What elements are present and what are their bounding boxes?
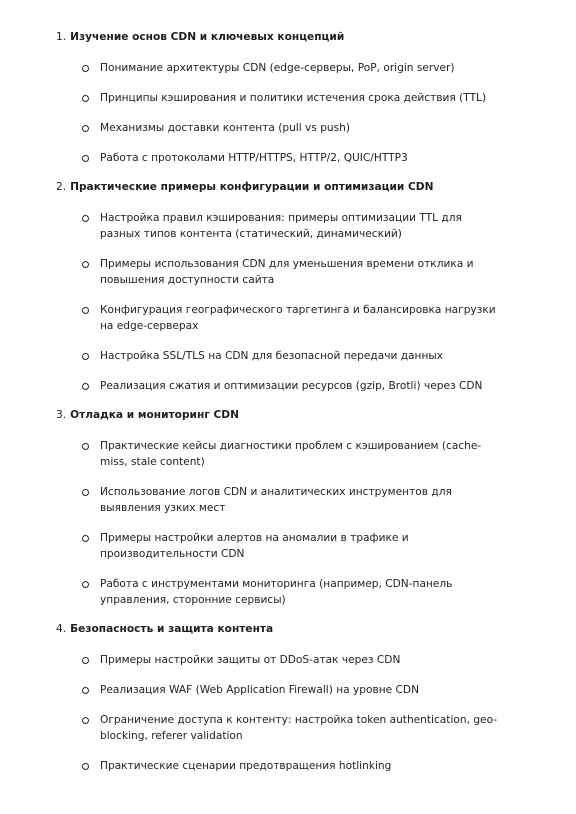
list-item-text: Понимание архитектуры CDN (edge-серверы, PoP, origin server) [100, 62, 455, 74]
bullet-circle-icon [82, 687, 89, 694]
section-heading [56, 408, 546, 422]
list-item-text: Механизмы доставки контента (pull vs push) [100, 122, 351, 134]
section-title: Безопасность и защита контента [70, 623, 274, 635]
list-item-text: Принципы кэширования и политики истечения срока действия (TTL) [100, 92, 487, 104]
bullet-circle-icon [82, 261, 89, 268]
bullet-circle-icon [82, 581, 89, 588]
list-item [82, 530, 546, 562]
bullet-circle-icon [82, 717, 89, 724]
section-4 [56, 622, 546, 774]
list-item-text: Работа с протоколами HTTP/HTTPS, HTTP/2, QUIC/HTTP3 [100, 152, 408, 164]
section-items [56, 210, 546, 394]
section-title: Отладка и мониторинг CDN [70, 409, 239, 421]
section-items [56, 438, 546, 608]
section-number: 3. [56, 409, 67, 421]
section-items [56, 60, 546, 166]
list-item [82, 302, 546, 334]
bullet-circle-icon [82, 353, 89, 360]
list-item [82, 484, 546, 516]
list-item [82, 682, 546, 698]
list-item [82, 256, 546, 288]
list-item-text: Примеры настройки алертов на аномалии в трафике и производительности CDN [100, 532, 409, 560]
section-heading [56, 180, 546, 194]
list-item [82, 60, 546, 76]
section-title: Изучение основ CDN и ключевых концепций [70, 31, 345, 43]
bullet-circle-icon [82, 95, 89, 102]
list-item [82, 210, 546, 242]
section-3 [56, 408, 546, 608]
list-item-text: Примеры настройки защиты от DDoS-атак через CDN [100, 654, 401, 666]
section-heading [56, 30, 546, 44]
list-item-text: Настройка SSL/TLS на CDN для безопасной передачи данных [100, 350, 444, 362]
bullet-circle-icon [82, 155, 89, 162]
list-item [82, 348, 546, 364]
bullet-circle-icon [82, 657, 89, 664]
list-item [82, 120, 546, 136]
bullet-circle-icon [82, 443, 89, 450]
section-title: Практические примеры конфигурации и оптимизации CDN [70, 181, 434, 193]
list-item-text: Использование логов CDN и аналитических инструментов для выявления узких мест [100, 486, 452, 514]
bullet-circle-icon [82, 125, 89, 132]
list-item-text: Практические кейсы диагностики проблем с кэшированием (cache-miss, stale content) [100, 440, 482, 468]
list-item-text: Практические сценарии предотвращения hotlinking [100, 760, 392, 772]
list-item-text: Настройка правил кэширования: примеры оптимизации TTL для разных типов контента (статический, динамический) [100, 212, 462, 240]
bullet-circle-icon [82, 307, 89, 314]
bullet-circle-icon [82, 215, 89, 222]
list-item-text: Ограничение доступа к контенту: настройка token authentication, geo-blocking, referer validation [100, 714, 498, 742]
section-items [56, 652, 546, 774]
list-item-text: Конфигурация географического таргетинга и балансировка нагрузки на edge-серверах [100, 304, 496, 332]
section-heading [56, 622, 546, 636]
list-item [82, 576, 546, 608]
list-item-text: Реализация WAF (Web Application Firewall) на уровне CDN [100, 684, 420, 696]
section-2 [56, 180, 546, 394]
bullet-circle-icon [82, 65, 89, 72]
bullet-circle-icon [82, 535, 89, 542]
list-item-text: Реализация сжатия и оптимизации ресурсов (gzip, Brotli) через CDN [100, 380, 483, 392]
list-item-text: Примеры использования CDN для уменьшения времени отклика и повышения доступности сайта [100, 258, 474, 286]
list-item-text: Работа с инструментами мониторинга (например, CDN-панель управления, сторонние сервисы) [100, 578, 453, 606]
bullet-circle-icon [82, 383, 89, 390]
bullet-circle-icon [82, 763, 89, 770]
section-1 [56, 30, 546, 166]
section-number: 4. [56, 623, 67, 635]
bullet-circle-icon [82, 489, 89, 496]
list-item [82, 438, 546, 470]
list-item [82, 652, 546, 668]
list-item [82, 758, 546, 774]
list-item [82, 712, 546, 744]
section-number: 1. [56, 31, 67, 43]
list-item [82, 150, 546, 166]
list-item [82, 90, 546, 106]
list-item [82, 378, 546, 394]
section-number: 2. [56, 181, 67, 193]
